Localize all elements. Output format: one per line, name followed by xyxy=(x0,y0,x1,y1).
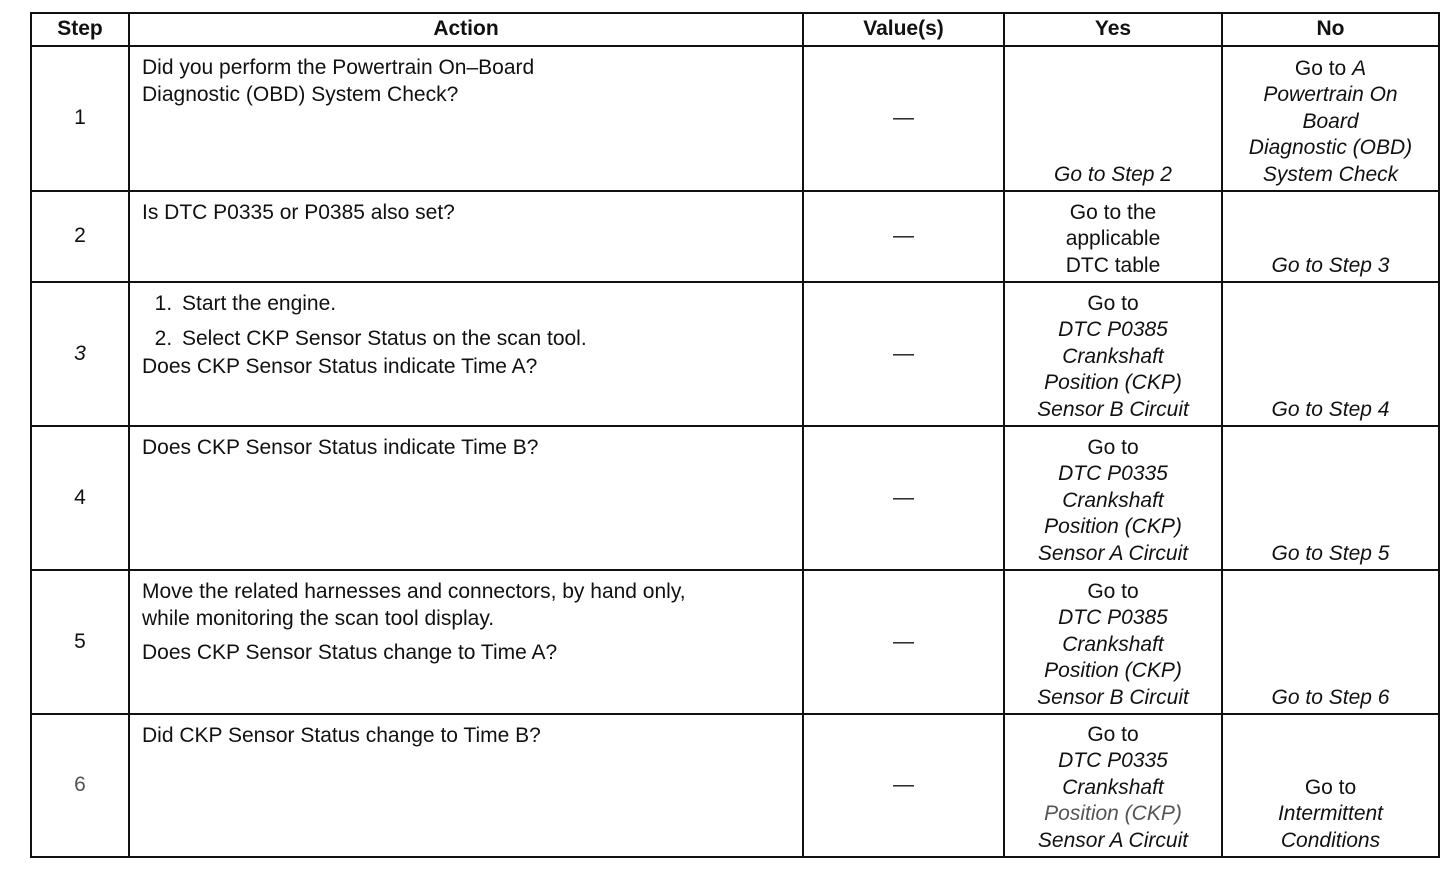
action-cell xyxy=(129,191,803,282)
yes-link[interactable]: Crankshaft xyxy=(1062,632,1164,656)
yes-link[interactable]: DTC P0335 xyxy=(1058,462,1168,485)
no-goto: Go to xyxy=(1304,775,1357,799)
step-number: 6 xyxy=(31,714,129,857)
action-cell xyxy=(129,570,803,714)
yes-cell xyxy=(1004,282,1222,426)
action-cell xyxy=(129,714,803,857)
no-goto xyxy=(1227,56,1434,83)
action-cell xyxy=(129,426,803,570)
action-step-list xyxy=(142,291,794,352)
table-row xyxy=(31,426,1439,570)
table-row xyxy=(31,570,1439,714)
yes-cell xyxy=(1004,46,1222,191)
no-cell xyxy=(1222,570,1439,714)
yes-link[interactable]: Crankshaft xyxy=(1062,775,1164,799)
action-question: Does CKP Sensor Status change to Time A? xyxy=(142,641,558,664)
no-cell xyxy=(1222,46,1439,191)
header-values: Value(s) xyxy=(803,13,1004,46)
action-question-line: Is DTC P0335 or P0385 also set? xyxy=(142,201,455,224)
yes-link[interactable]: DTC P0335 xyxy=(1058,749,1168,772)
table-header-row xyxy=(31,13,1439,46)
action-text-line: while monitoring the scan tool display. xyxy=(142,606,495,630)
step-number: 3 xyxy=(31,282,129,426)
header-step: Step xyxy=(31,13,129,46)
value-cell: — xyxy=(803,570,1004,714)
yes-link[interactable]: DTC P0385 xyxy=(1058,318,1168,341)
yes-link[interactable]: Position (CKP) xyxy=(1044,659,1182,682)
no-link[interactable]: System Check xyxy=(1262,162,1399,186)
no-cell xyxy=(1222,426,1439,570)
no-link[interactable]: Board xyxy=(1302,109,1359,133)
table-row xyxy=(31,191,1439,282)
yes-goto: Go to xyxy=(1087,722,1139,746)
yes-cell xyxy=(1004,714,1222,857)
yes-text: Go to the xyxy=(1069,200,1157,224)
yes-link[interactable]: Sensor A Circuit xyxy=(1037,541,1189,565)
value-cell: — xyxy=(803,714,1004,857)
value-cell: — xyxy=(803,46,1004,191)
diagnostic-table-sheet xyxy=(30,12,1440,858)
header-action: Action xyxy=(129,13,803,46)
action-question-line: Did CKP Sensor Status change to Time B? xyxy=(142,724,541,747)
value-cell: — xyxy=(803,191,1004,282)
yes-goto: Go to xyxy=(1087,435,1139,459)
step-number: 5 xyxy=(31,570,129,714)
no-link[interactable]: Intermittent xyxy=(1277,802,1384,825)
yes-link[interactable]: Position (CKP) xyxy=(1044,515,1182,538)
no-link[interactable]: Go to Step 4 xyxy=(1271,397,1390,421)
no-link[interactable]: Go to Step 5 xyxy=(1271,541,1390,565)
no-link[interactable]: Go to Step 6 xyxy=(1271,685,1390,709)
step-number: 1 xyxy=(31,46,129,191)
yes-cell xyxy=(1004,426,1222,570)
no-cell xyxy=(1222,714,1439,857)
action-step-item: 2. Select CKP Sensor Status on the scan tool. xyxy=(178,326,794,353)
no-cell xyxy=(1222,191,1439,282)
step-number: 4 xyxy=(31,426,129,570)
yes-goto: Go to xyxy=(1087,579,1139,603)
yes-link[interactable]: Crankshaft xyxy=(1062,344,1164,368)
yes-text: applicable xyxy=(1065,227,1161,250)
no-link-inline[interactable]: A xyxy=(1352,56,1367,80)
table-row xyxy=(31,282,1439,426)
value-cell: — xyxy=(803,426,1004,570)
action-question-line: Diagnostic (OBD) System Check? xyxy=(142,82,459,106)
no-link[interactable]: Diagnostic (OBD) xyxy=(1248,136,1413,159)
action-step-item: 1. Start the engine. xyxy=(178,291,794,318)
action-cell xyxy=(129,282,803,426)
no-link[interactable]: Go to Step 3 xyxy=(1271,253,1390,277)
no-link[interactable]: Conditions xyxy=(1280,828,1381,852)
no-goto-prefix: Go to xyxy=(1294,56,1347,80)
yes-link[interactable]: Sensor B Circuit xyxy=(1037,685,1189,709)
yes-text: DTC table xyxy=(1065,253,1161,277)
yes-cell xyxy=(1004,191,1222,282)
yes-link[interactable]: Crankshaft xyxy=(1062,488,1164,512)
action-question-line: Does CKP Sensor Status indicate Time B? xyxy=(142,436,539,459)
step-number: 2 xyxy=(31,191,129,282)
action-text-line: Move the related harnesses and connectors, by hand only, xyxy=(142,580,686,603)
action-question-line: Did you perform the Powertrain On–Board xyxy=(142,56,535,79)
action-cell xyxy=(129,46,803,191)
no-link[interactable]: Powertrain On xyxy=(1263,83,1398,106)
action-question: Does CKP Sensor Status indicate Time A? xyxy=(142,355,538,378)
yes-link[interactable]: Position (CKP) xyxy=(1044,802,1182,825)
yes-link[interactable]: DTC P0385 xyxy=(1058,606,1168,629)
yes-link[interactable]: Go to Step 2 xyxy=(1054,162,1172,186)
header-no: No xyxy=(1222,13,1439,46)
yes-link[interactable]: Position (CKP) xyxy=(1044,371,1182,394)
diagnostic-table xyxy=(30,12,1440,858)
table-row xyxy=(31,714,1439,857)
yes-link[interactable]: Sensor A Circuit xyxy=(1037,828,1189,852)
yes-goto: Go to xyxy=(1087,291,1139,315)
no-cell xyxy=(1222,282,1439,426)
yes-link[interactable]: Sensor B Circuit xyxy=(1037,397,1189,421)
header-yes: Yes xyxy=(1004,13,1222,46)
value-cell: — xyxy=(803,282,1004,426)
yes-cell xyxy=(1004,570,1222,714)
table-row xyxy=(31,46,1439,191)
